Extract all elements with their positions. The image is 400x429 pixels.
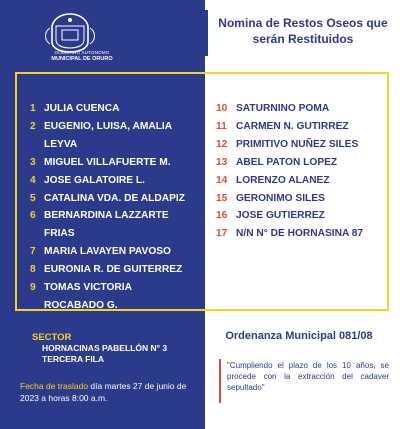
sector-value: [42, 343, 167, 365]
item-number: 12: [216, 138, 228, 150]
quote-box: [219, 359, 389, 403]
item-name: JULIA CUENCA: [44, 103, 120, 114]
list-item: [30, 100, 202, 118]
list-item: [216, 118, 396, 136]
list-item: [216, 225, 396, 243]
list-item: [216, 207, 396, 225]
item-name: ABEL PATON LOPEZ: [236, 156, 338, 168]
item-number: 17: [216, 228, 228, 240]
item-number: 7: [30, 246, 36, 258]
item-name: N/N N° DE HORNASINA 87: [236, 228, 364, 240]
sector-label: SECTOR: [32, 332, 72, 343]
move-date-text: día martes 27 de junio de 2023 a horas 8:00 a.m.: [20, 381, 187, 403]
list-item: [30, 207, 202, 243]
item-number: 2: [30, 120, 36, 132]
item-name: TOMAS VICTORIA ROCABADO G.: [44, 282, 132, 311]
item-name: LORENZO ALANEZ: [236, 174, 330, 186]
item-number: 4: [30, 174, 36, 186]
move-date: [20, 380, 200, 404]
item-name: JOSE GALATOIRE L.: [44, 174, 145, 186]
list-item: [30, 154, 202, 172]
list-item: [216, 154, 396, 172]
list-item: [216, 100, 396, 118]
logo-municipality-label: MUNICIPAL DE ORURO: [51, 56, 113, 62]
item-number: 3: [30, 156, 36, 168]
item-number: 14: [216, 174, 228, 186]
names-list-left: [30, 100, 202, 315]
list-item: [30, 243, 202, 261]
item-name: SATURNINO POMA: [236, 103, 330, 114]
item-name: MARIA LAVAYEN PAVOSO: [44, 246, 171, 258]
item-name: JOSE GUTIERREZ: [236, 210, 325, 222]
title-box: [205, 10, 396, 56]
item-number: 11: [216, 120, 227, 132]
list-item: [30, 279, 202, 315]
page-title: Nomina de Restos Oseos que serán Restituidos: [218, 16, 388, 46]
ordinance-quote: "Cumpliendo el plazo de los 10 años, se procede con la extracción del cadaver sepultado": [227, 361, 389, 392]
item-number: 16: [216, 210, 228, 222]
item-name: CARMEN N. GUTIRREZ: [236, 120, 349, 132]
item-name: GERONIMO SILES: [236, 192, 325, 204]
item-name: CATALINA VDA. DE ALDAPIZ: [44, 192, 185, 204]
item-number: 5: [30, 192, 36, 204]
item-number: 10: [216, 103, 228, 114]
item-name: PRIMITIVO NUÑEZ SILES: [236, 138, 359, 150]
list-item: [216, 190, 396, 208]
move-date-label: Fecha de traslado: [20, 381, 89, 391]
item-name: EUGENIO, LUISA, AMALIA LEYVA: [44, 120, 173, 150]
sector-line-1: HORNACINAS PABELLÓN N° 3: [42, 343, 168, 353]
list-item: [216, 172, 396, 190]
list-item: [30, 190, 202, 208]
list-item: [30, 118, 202, 154]
sector-line-2: TERCERA FILA: [42, 354, 105, 364]
item-number: 1: [30, 103, 36, 114]
logo-org-label: GOBIERNO AUTONOMO: [54, 50, 110, 55]
item-number: 13: [216, 156, 228, 168]
seal-icon: [38, 8, 102, 56]
item-number: 8: [30, 264, 36, 276]
list-item: [30, 261, 202, 279]
ordinance-title: Ordenanza Municipal 081/08: [225, 330, 373, 342]
item-number: 6: [30, 210, 36, 222]
item-name: MIGUEL VILLAFUERTE M.: [44, 156, 171, 168]
item-name: EURONIA R. DE GUITERREZ: [44, 264, 183, 276]
list-item: [30, 172, 202, 190]
item-number: 9: [30, 282, 36, 294]
item-name: BERNARDINA LAZZARTE FRIAS: [44, 210, 169, 240]
list-item: [216, 136, 396, 154]
item-number: 15: [216, 192, 228, 204]
names-list-right: [216, 100, 396, 243]
